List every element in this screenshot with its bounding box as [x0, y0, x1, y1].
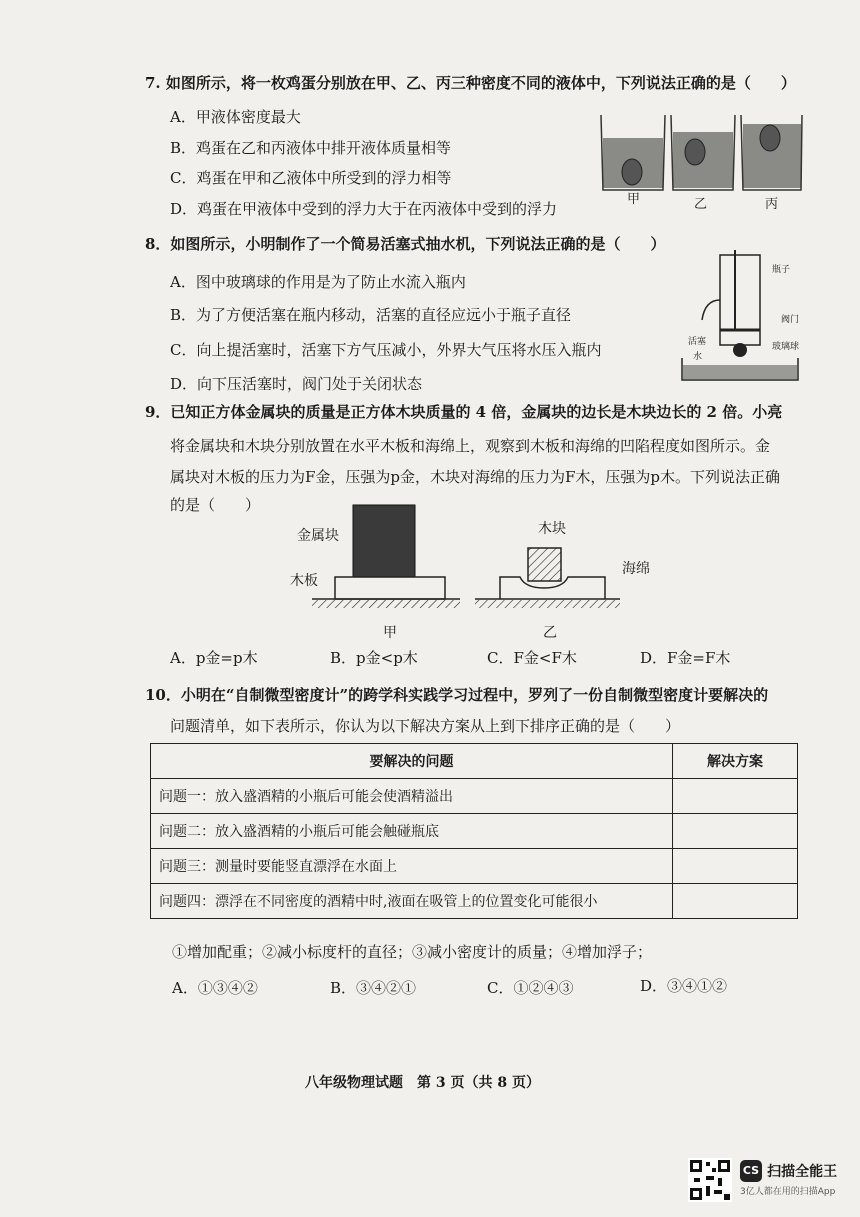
scanner-watermark — [740, 1160, 837, 1197]
q10-stem-line1: 10．小明在“自制微型密度计”的跨学科实践学习过程中，罗列了一份自制微型密度计要解决的 — [145, 686, 769, 704]
table-row — [151, 814, 798, 849]
q10-option-a: A．①③④② — [172, 979, 258, 997]
q8-label-water: 水 — [693, 352, 703, 362]
beaker-bing — [741, 115, 802, 190]
table-row — [151, 884, 798, 919]
camscanner-tagline: 3亿人都在用的扫描App — [740, 1187, 836, 1197]
q7-label-bing: 丙 — [765, 197, 779, 212]
table-header-problem: 要解决的问题 — [151, 744, 673, 779]
table-cell-problem: 问题三：测量时要能竖直漂浮在水面上 — [151, 849, 673, 884]
q8-option-d: D．向下压活塞时，阀门处于关闭状态 — [170, 375, 423, 393]
q9-stem-line1: 9．已知正方体金属块的质量是正方体木块质量的 4 倍，金属块的边长是木块边长的 2 倍。小亮 — [145, 403, 783, 421]
table-cell-solution — [673, 884, 798, 919]
table-cell-problem: 问题二：放入盛酒精的小瓶后可能会触碰瓶底 — [151, 814, 673, 849]
q7-stem: 7. 如图所示，将一枚鸡蛋分别放在甲、乙、丙三种密度不同的液体中，下列说法正确的是（ ） — [145, 74, 796, 92]
table-header-row — [151, 744, 798, 779]
q10-option-d: D．③④①② — [640, 977, 728, 995]
q9-option-a: A．p金=p木 — [170, 649, 258, 667]
table-header-solution: 解决方案 — [673, 744, 798, 779]
q8-label-piston: 活塞 — [688, 337, 707, 347]
q10-option-b: B．③④②① — [330, 979, 417, 997]
q7-label-yi: 乙 — [694, 197, 708, 212]
camscanner-logo: CS — [740, 1160, 762, 1182]
table-cell-problem: 问题一：放入盛酒精的小瓶后可能会使酒精溢出 — [151, 779, 673, 814]
table-cell-solution — [673, 814, 798, 849]
q9-option-b: B．p金<p木 — [330, 649, 418, 667]
q10-problem-table — [150, 743, 798, 919]
q9-label-wood: 木块 — [538, 521, 566, 537]
q9-label-yi: 乙 — [543, 625, 557, 641]
q8-stem: 8．如图所示，小明制作了一个简易活塞式抽水机，下列说法正确的是（ ） — [145, 235, 666, 253]
table-cell-problem: 问题四：漂浮在不同密度的酒精中时,液面在吸管上的位置变化可能很小 — [151, 884, 673, 919]
q9-label-jia: 甲 — [383, 625, 397, 641]
q9-stem-line4: 的是（ ） — [170, 496, 261, 514]
q8-label-valve: 阀门 — [781, 315, 800, 325]
q8-option-a: A．图中玻璃球的作用是为了防止水流入瓶内 — [170, 273, 466, 291]
table-row — [151, 849, 798, 884]
q9-label-metal: 金属块 — [297, 528, 339, 544]
q8-option-b: B．为了方便活塞在瓶内移动，活塞的直径应远小于瓶子直径 — [170, 306, 572, 324]
q7-option-d: D．鸡蛋在甲液体中受到的浮力大于在丙液体中受到的浮力 — [170, 200, 558, 218]
q10-option-c: C．①②④③ — [487, 979, 574, 997]
q10-methods: ①增加配重；②减小标度杆的直径；③减小密度计的质量；④增加浮子； — [172, 943, 653, 961]
q9-option-d: D．F金=F木 — [640, 649, 731, 667]
q10-stem-line2: 问题清单，如下表所示，你认为以下解决方案从上到下排序正确的是（ ） — [170, 717, 681, 735]
q9-stem-line2: 将金属块和木块分别放置在水平木板和海绵上，观察到木板和海绵的凹陷程度如图所示。金 — [170, 437, 771, 455]
beaker-yi — [671, 115, 735, 190]
q9-stem-line3: 属块对木板的压力为F金，压强为p金，木块对海绵的压力为F木，压强为p木。下列说法正确 — [170, 468, 781, 486]
q9-label-sponge: 海绵 — [622, 561, 650, 577]
q8-label-bottle: 瓶子 — [772, 265, 791, 275]
table-cell-solution — [673, 779, 798, 814]
q7-option-a: A．甲液体密度最大 — [170, 108, 301, 126]
q9-option-c: C．F金<F木 — [487, 649, 577, 667]
camscanner-name: 扫描全能王 — [767, 1164, 838, 1180]
table-cell-solution — [673, 849, 798, 884]
q8-option-c: C．向上提活塞时，活塞下方气压减小，外界大气压将水压入瓶内 — [170, 341, 602, 359]
q8-label-ball: 玻璃球 — [772, 342, 800, 352]
q7-option-c: C．鸡蛋在甲和乙液体中所受到的浮力相等 — [170, 169, 452, 187]
page-footer: 八年级物理试题 第 3 页（共 8 页） — [305, 1075, 540, 1091]
q9-label-board: 木板 — [290, 573, 318, 589]
q9-pressure-figure — [290, 500, 630, 630]
q7-label-jia: 甲 — [627, 192, 641, 207]
table-row — [151, 779, 798, 814]
qr-code-icon — [688, 1158, 732, 1202]
beaker-jia — [601, 115, 665, 190]
q7-option-b: B．鸡蛋在乙和丙液体中排开液体质量相等 — [170, 139, 452, 157]
